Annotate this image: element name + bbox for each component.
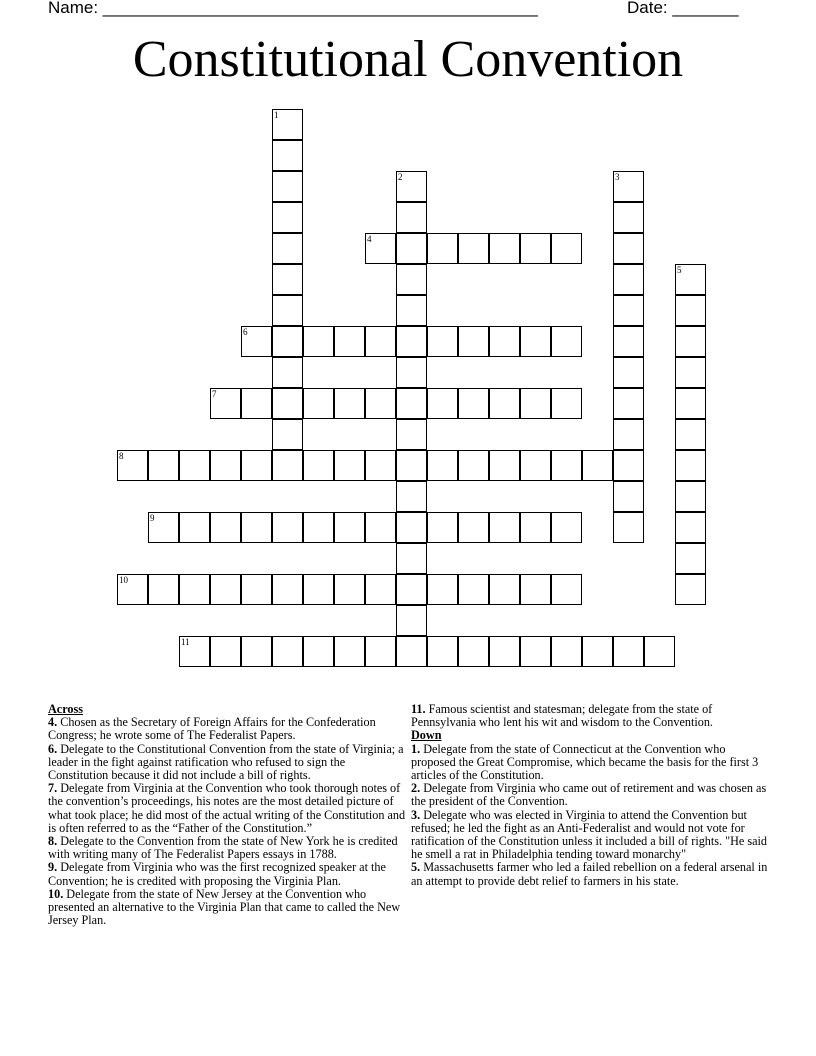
- clue-text: Delegate who was elected in Virginia to attend the Convention but refused; he led the fight as an Anti-Federalist and would not vote for ratification of the Constitution unless it included a bill of rights. "He said he smell a rat in Philadelphia tending toward monarchy": [411, 807, 767, 862]
- grid-cell[interactable]: [396, 326, 427, 357]
- grid-cell[interactable]: [520, 450, 551, 481]
- clue-down-2: [411, 782, 771, 808]
- clue-number: 2.: [411, 781, 421, 796]
- cell-number: 2: [398, 172, 403, 182]
- grid-cell[interactable]: [427, 450, 458, 481]
- grid-cell[interactable]: [675, 450, 706, 481]
- grid-cell[interactable]: [396, 202, 427, 233]
- grid-cell[interactable]: [675, 388, 706, 419]
- grid-cell[interactable]: [241, 512, 272, 543]
- grid-cell[interactable]: [489, 233, 520, 264]
- grid-cell[interactable]: [396, 264, 427, 295]
- grid-cell[interactable]: [241, 388, 272, 419]
- grid-cell[interactable]: [272, 419, 303, 450]
- grid-cell[interactable]: [613, 295, 644, 326]
- grid-cell[interactable]: [179, 574, 210, 605]
- grid-cell[interactable]: [551, 636, 582, 667]
- grid-cell[interactable]: [396, 450, 427, 481]
- clue-number: 9.: [48, 860, 58, 875]
- clue-number: 5.: [411, 860, 421, 875]
- grid-cell[interactable]: [613, 419, 644, 450]
- grid-cell[interactable]: [396, 295, 427, 326]
- grid-cell[interactable]: [489, 574, 520, 605]
- clue-across-8: [48, 835, 406, 861]
- clue-text: Delegate to the Convention from the state of New York he is credited with writing many of The Federalist Papers essays in 1788.: [48, 834, 398, 862]
- grid-cell[interactable]: [458, 636, 489, 667]
- grid-cell[interactable]: [613, 202, 644, 233]
- grid-cell[interactable]: [272, 636, 303, 667]
- grid-cell[interactable]: [613, 233, 644, 264]
- grid-cell[interactable]: [458, 233, 489, 264]
- grid-cell[interactable]: [148, 574, 179, 605]
- grid-cell[interactable]: [427, 636, 458, 667]
- grid-cell[interactable]: [241, 326, 272, 357]
- grid-cell[interactable]: [303, 326, 334, 357]
- date-field[interactable]: Date: _______: [627, 0, 739, 17]
- grid-cell[interactable]: [272, 326, 303, 357]
- grid-cell[interactable]: [272, 388, 303, 419]
- cell-number: 1: [274, 110, 279, 120]
- grid-cell[interactable]: [489, 636, 520, 667]
- grid-cell[interactable]: [551, 326, 582, 357]
- grid-cell[interactable]: [210, 450, 241, 481]
- grid-cell[interactable]: [334, 450, 365, 481]
- grid-cell[interactable]: [458, 450, 489, 481]
- clue-text: Massachusetts farmer who led a failed rebellion on a federal arsenal in an attempt to provide debt relief to farmers in his state.: [411, 860, 768, 888]
- grid-cell[interactable]: [675, 295, 706, 326]
- grid-cell[interactable]: [179, 512, 210, 543]
- grid-cell[interactable]: [241, 574, 272, 605]
- grid-cell[interactable]: [427, 512, 458, 543]
- grid-cell[interactable]: [520, 388, 551, 419]
- grid-cell[interactable]: [148, 512, 179, 543]
- grid-cell[interactable]: [396, 357, 427, 388]
- grid-cell[interactable]: [179, 450, 210, 481]
- grid-cell[interactable]: [179, 636, 210, 667]
- grid-cell[interactable]: [613, 636, 644, 667]
- grid-cell[interactable]: [365, 512, 396, 543]
- cell-number: 7: [212, 389, 217, 399]
- clue-number: 1.: [411, 741, 421, 756]
- grid-cell[interactable]: [117, 450, 148, 481]
- grid-cell[interactable]: [365, 636, 396, 667]
- grid-cell[interactable]: [489, 512, 520, 543]
- grid-cell[interactable]: [613, 388, 644, 419]
- grid-cell[interactable]: [427, 574, 458, 605]
- grid-cell[interactable]: [644, 636, 675, 667]
- across-heading: Across: [48, 702, 83, 716]
- grid-cell[interactable]: [427, 233, 458, 264]
- cell-number: 8: [119, 451, 124, 461]
- grid-cell[interactable]: [582, 450, 613, 481]
- cell-number: 4: [367, 234, 372, 244]
- grid-cell[interactable]: [520, 636, 551, 667]
- grid-cell[interactable]: [334, 326, 365, 357]
- clue-number: 6.: [48, 741, 58, 756]
- grid-cell[interactable]: [241, 450, 272, 481]
- grid-cell[interactable]: [272, 574, 303, 605]
- grid-cell[interactable]: [210, 636, 241, 667]
- grid-cell[interactable]: [396, 636, 427, 667]
- grid-cell[interactable]: [458, 574, 489, 605]
- grid-cell[interactable]: [117, 574, 148, 605]
- clue-text: Delegate to the Constitutional Convention from the state of Virginia; a leader in the fight against ratification who refused to sign the Constitution because it did not include a bill of rights.: [48, 741, 404, 783]
- clue-text: Delegate from Virginia who came out of retirement and was chosen as the president of the Convention.: [411, 781, 767, 809]
- grid-cell[interactable]: [272, 171, 303, 202]
- grid-cell[interactable]: [458, 388, 489, 419]
- grid-cell[interactable]: [520, 326, 551, 357]
- grid-cell[interactable]: [396, 233, 427, 264]
- clue-number: 10.: [48, 886, 64, 901]
- name-field[interactable]: Name: ______________________________________________: [48, 0, 538, 17]
- grid-cell[interactable]: [520, 233, 551, 264]
- grid-cell[interactable]: [396, 171, 427, 202]
- grid-cell[interactable]: [613, 264, 644, 295]
- grid-cell[interactable]: [272, 140, 303, 171]
- grid-cell[interactable]: [613, 450, 644, 481]
- grid-cell[interactable]: [334, 512, 365, 543]
- clue-across-4: [48, 716, 406, 742]
- clue-down-1: [411, 743, 771, 783]
- grid-cell[interactable]: [272, 109, 303, 140]
- grid-cell[interactable]: [365, 450, 396, 481]
- grid-cell[interactable]: [210, 512, 241, 543]
- grid-cell[interactable]: [365, 388, 396, 419]
- grid-cell[interactable]: [365, 326, 396, 357]
- grid-cell[interactable]: [396, 388, 427, 419]
- cell-number: 9: [150, 513, 155, 523]
- grid-cell[interactable]: [272, 264, 303, 295]
- grid-cell[interactable]: [396, 605, 427, 636]
- grid-cell[interactable]: [303, 450, 334, 481]
- grid-cell[interactable]: [489, 326, 520, 357]
- clues-column-left: [48, 703, 406, 927]
- grid-cell[interactable]: [551, 233, 582, 264]
- grid-cell[interactable]: [303, 388, 334, 419]
- grid-cell[interactable]: [675, 419, 706, 450]
- grid-cell[interactable]: [675, 357, 706, 388]
- clue-text: Delegate from the state of New Jersey at the Convention who presented an alternative to the Virginia Plan that came to called the New Jersey Plan.: [48, 886, 401, 928]
- grid-cell[interactable]: [365, 233, 396, 264]
- grid-cell[interactable]: [613, 357, 644, 388]
- page-title: Constitutional Convention: [132, 31, 684, 88]
- clue-down-5: [411, 861, 771, 887]
- grid-cell[interactable]: [148, 450, 179, 481]
- grid-cell[interactable]: [675, 481, 706, 512]
- grid-cell[interactable]: [675, 574, 706, 605]
- grid-cell[interactable]: [334, 574, 365, 605]
- grid-cell[interactable]: [272, 233, 303, 264]
- clue-number: 3.: [411, 807, 421, 822]
- grid-cell[interactable]: [551, 450, 582, 481]
- grid-cell[interactable]: [396, 574, 427, 605]
- grid-cell[interactable]: [582, 636, 613, 667]
- grid-cell[interactable]: [303, 512, 334, 543]
- grid-cell[interactable]: [272, 295, 303, 326]
- clue-text: Famous scientist and statesman; delegate from the state of Pennsylvania who lent his wit and wisdom to the Convention.: [411, 702, 713, 730]
- cell-number: 10: [119, 575, 128, 585]
- grid-cell[interactable]: [675, 543, 706, 574]
- clue-number: 8.: [48, 834, 58, 849]
- cell-number: 11: [181, 637, 190, 647]
- clue-across-11: [411, 703, 771, 729]
- clue-across-9: [48, 861, 406, 887]
- clue-text: Chosen as the Secretary of Foreign Affairs for the Confederation Congress; he wrote some of The Federalist Papers.: [48, 715, 376, 743]
- grid-cell[interactable]: [458, 326, 489, 357]
- grid-cell[interactable]: [272, 357, 303, 388]
- clue-across-7: [48, 782, 406, 835]
- clue-number: 7.: [48, 781, 58, 796]
- grid-cell[interactable]: [551, 574, 582, 605]
- cell-number: 3: [615, 172, 620, 182]
- clue-across-10: [48, 888, 406, 928]
- cell-number: 6: [243, 327, 248, 337]
- clue-text: Delegate from the state of Connecticut at the Convention who proposed the Great Compromise, which became the basis for the first 3 articles of the Constitution.: [411, 741, 759, 783]
- grid-cell[interactable]: [520, 512, 551, 543]
- clue-text: Delegate from Virginia who was the first recognized speaker at the Convention; he is credited with proposing the Virginia Plan.: [48, 860, 386, 888]
- grid-cell[interactable]: [334, 636, 365, 667]
- clue-down-3: [411, 809, 771, 862]
- grid-cell[interactable]: [613, 481, 644, 512]
- grid-cell[interactable]: [272, 202, 303, 233]
- grid-cell[interactable]: [520, 574, 551, 605]
- grid-cell[interactable]: [458, 512, 489, 543]
- down-heading: Down: [411, 728, 442, 743]
- grid-cell[interactable]: [396, 419, 427, 450]
- grid-cell[interactable]: [272, 450, 303, 481]
- grid-cell[interactable]: [675, 326, 706, 357]
- clues-column-right: [411, 703, 771, 888]
- grid-cell[interactable]: [613, 512, 644, 543]
- grid-cell[interactable]: [210, 574, 241, 605]
- clue-number: 4.: [48, 715, 58, 730]
- grid-cell[interactable]: [365, 574, 396, 605]
- grid-cell[interactable]: [210, 388, 241, 419]
- grid-cell[interactable]: [489, 388, 520, 419]
- grid-cell[interactable]: [551, 512, 582, 543]
- grid-cell[interactable]: [427, 388, 458, 419]
- grid-cell[interactable]: [551, 388, 582, 419]
- grid-cell[interactable]: [272, 512, 303, 543]
- grid-cell[interactable]: [334, 388, 365, 419]
- grid-cell[interactable]: [396, 512, 427, 543]
- cell-number: 5: [677, 265, 682, 275]
- grid-cell[interactable]: [427, 326, 458, 357]
- grid-cell[interactable]: [489, 450, 520, 481]
- grid-cell[interactable]: [675, 264, 706, 295]
- grid-cell[interactable]: [241, 636, 272, 667]
- grid-cell[interactable]: [613, 326, 644, 357]
- grid-cell[interactable]: [396, 543, 427, 574]
- grid-cell[interactable]: [613, 171, 644, 202]
- grid-cell[interactable]: [303, 636, 334, 667]
- grid-cell[interactable]: [303, 574, 334, 605]
- clue-number: 11.: [411, 702, 426, 716]
- clue-across-6: [48, 743, 406, 783]
- clue-text: Delegate from Virginia at the Convention who took thorough notes of the convention’s proceedings, his notes are the most detailed picture of what took place; he did most of the actual writing of the Constitution and is often referred to as the “Father of the Constitution.”: [48, 781, 406, 835]
- grid-cell[interactable]: [396, 481, 427, 512]
- grid-cell[interactable]: [675, 512, 706, 543]
